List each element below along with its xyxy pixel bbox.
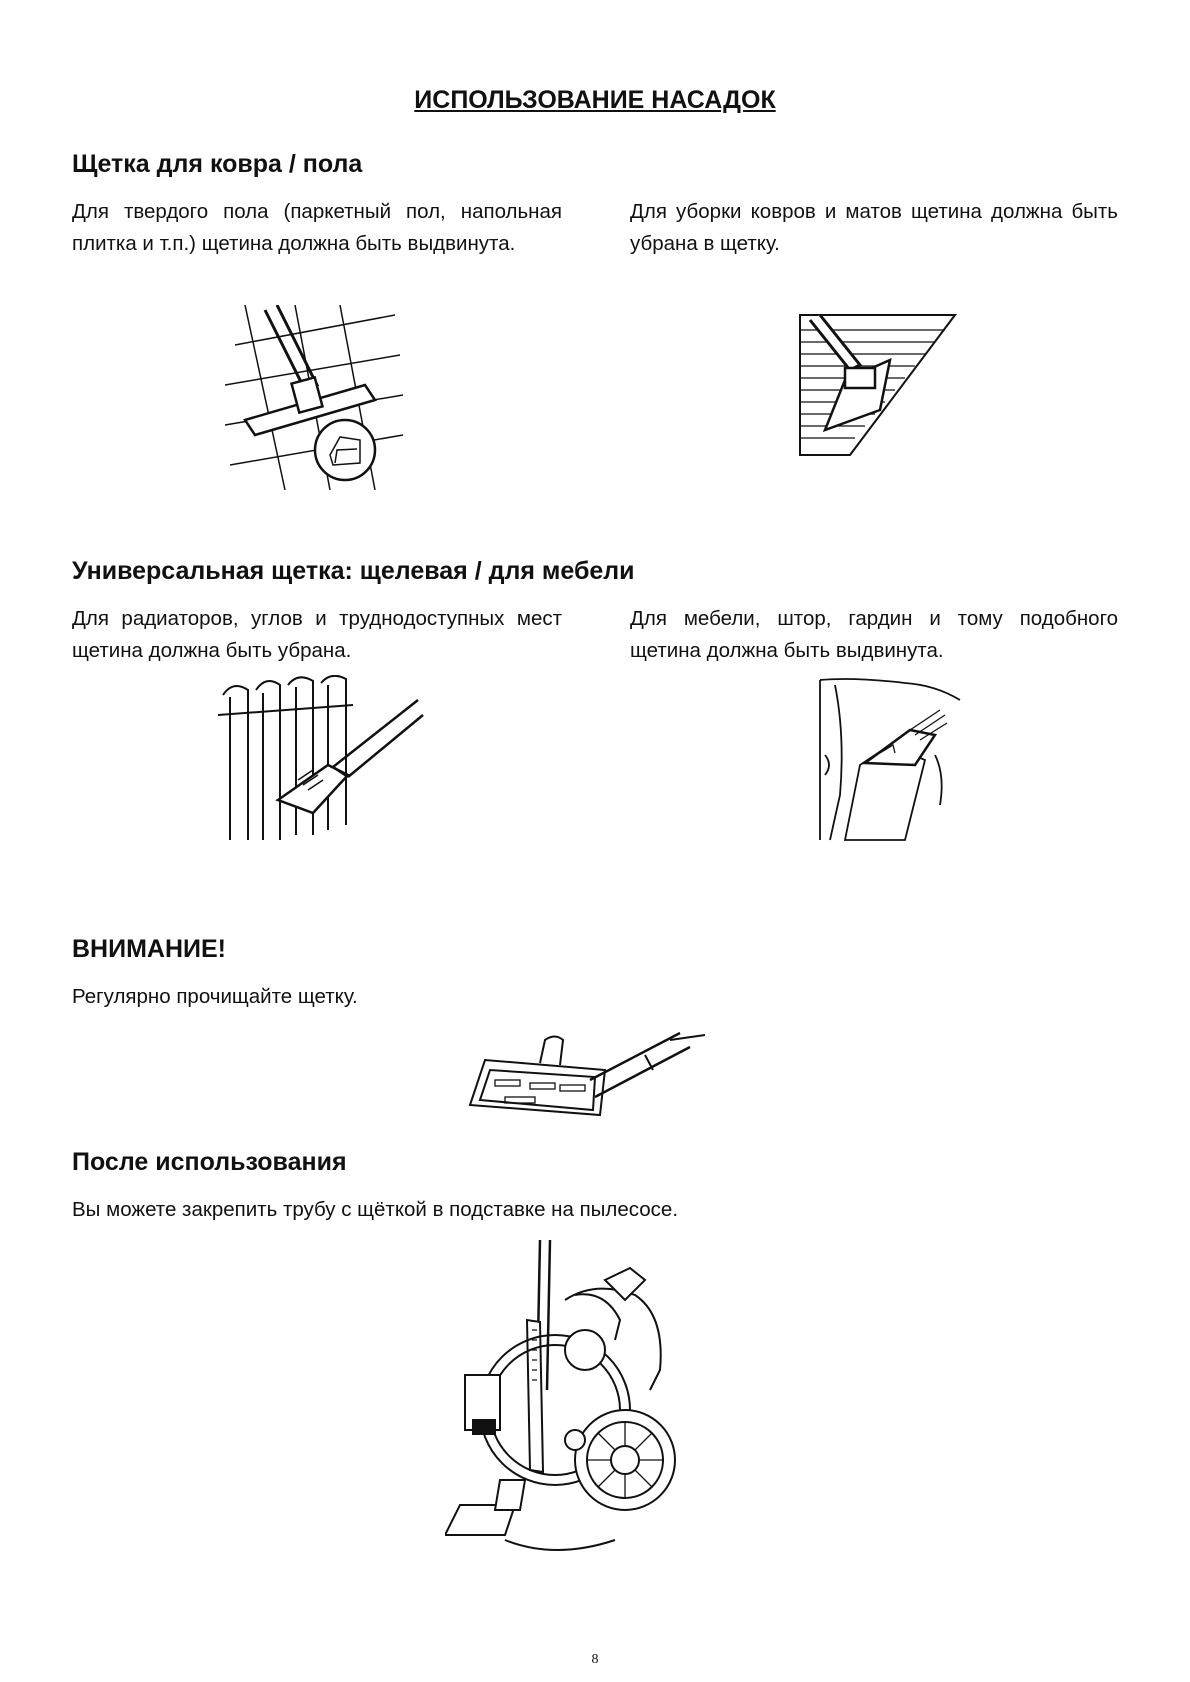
after-use-text: Вы можете закрепить трубу с щёткой в подставке на пылесосе. — [72, 1198, 679, 1221]
section-heading-floor-brush: Щетка для ковра / пола — [72, 150, 363, 178]
section-heading-universal-brush: Универсальная щетка: щелевая / для мебели — [72, 557, 635, 585]
warning-text: Регулярно прочищайте щетку. — [72, 985, 358, 1008]
hard-floor-brush-illustration — [225, 305, 405, 495]
hard-floor-text: Для твердого пола (паркетный пол, напольная плитка и т.п.) щетина должна быть выдвинута. — [72, 200, 562, 255]
vacuum-cleaner-parked-illustration — [445, 1240, 720, 1555]
radiator-brush-illustration — [218, 675, 428, 845]
carpet-brush-illustration — [795, 310, 960, 460]
brush-cleaning-illustration — [465, 1025, 710, 1125]
furniture-text: Для мебели, штор, гардин и тому подобного щетина должна быть выдвинута. — [630, 607, 1118, 662]
after-use-heading: После использования — [72, 1148, 347, 1176]
radiator-text: Для радиаторов, углов и труднодоступных мест щетина должна быть убрана. — [72, 607, 562, 662]
furniture-brush-illustration — [815, 675, 965, 845]
warning-heading: ВНИМАНИЕ! — [72, 935, 226, 963]
page-number: 8 — [591, 1652, 599, 1667]
page-title: ИСПОЛЬЗОВАНИЕ НАСАДОК — [414, 86, 776, 114]
carpet-text: Для уборки ковров и матов щетина должна быть убрана в щетку. — [630, 200, 1118, 255]
